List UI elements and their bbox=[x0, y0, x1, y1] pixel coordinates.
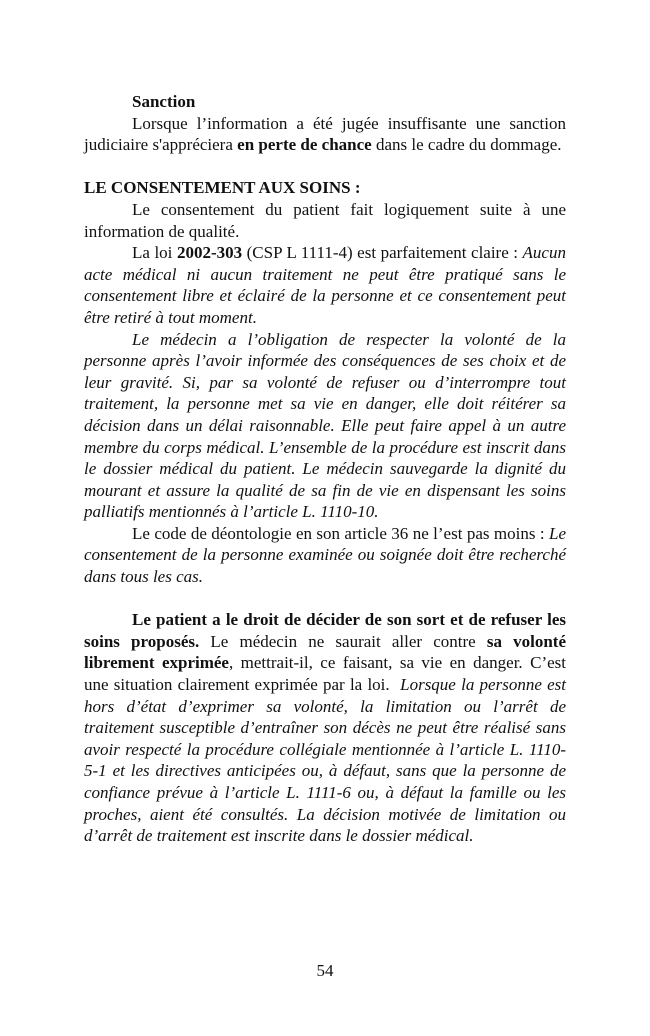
italic-quote: Le consentement de la personne examinée ou soignée doit être recherché dans tous les cas. bbox=[84, 523, 566, 587]
bold-text: Le patient a le droit de décider de son sort et de refuser les soins proposés. bbox=[84, 610, 566, 651]
paragraph-deontology bbox=[84, 523, 566, 588]
bold-text: en perte de chance bbox=[237, 135, 372, 155]
bold-text: sa volonté librement exprimée bbox=[84, 631, 567, 673]
italic-quote: Le médecin a l’obligation de respecter la volonté de la personne après l’avoir informée des conséquences de ses choix et de leur gravité. Si, par sa volonté de refuser ou d’interrompre tout traitement, la personne met sa vie en danger, elle doit réitérer sa décision dans un délai raisonnable. Elle peut faire appel à un autre membre du corps médical. L’ensemble de la procédure est inscrit dans le dossier médical du patient. Le médecin sauvegarde la dignité du mourant et assure la qualité de sa fin de vie en dispensant les soins palliatifs mentionnés à l’article L. 1110-10. bbox=[84, 329, 566, 522]
text: Le médecin ne saurait aller contre bbox=[199, 631, 487, 651]
text: Lorsque l’information a été jugée insuffisante une sanction judiciaire s'appréciera bbox=[84, 113, 566, 155]
italic-quote: Lorsque la personne est hors d’état d’exprimer sa volonté, la limitation ou l’arrêt de traitement susceptible d’entraîner son décès ne peut être réalisé sans avoir respecté la procédure collégiale mentionnée à l’article L. 1110-5-1 et les directives anticipées ou, à défaut, sans que la personne de confiance prévue à l’article L. 1111-6 ou, à défaut la famille ou les proches, aient été consultés. La décision motivée de limitation ou d’arrêt de traitement est inscrite dans le dossier médical. bbox=[84, 675, 566, 846]
text: La loi bbox=[132, 243, 177, 263]
subheading-sanction bbox=[84, 91, 566, 113]
text: dans le cadre du dommage. bbox=[371, 135, 562, 155]
paragraph-sanction bbox=[84, 113, 566, 156]
heading-text: LE CONSENTEMENT AUX SOINS : bbox=[84, 178, 361, 198]
section-heading bbox=[84, 177, 566, 199]
spacer bbox=[84, 588, 566, 610]
text: Le code de déontologie en son article 36 ne l’est pas moins : bbox=[132, 523, 549, 543]
text: Le consentement du patient fait logiquement suite à une information de qualité. bbox=[84, 199, 566, 241]
bold-text: Sanction bbox=[132, 92, 196, 111]
paragraph-law bbox=[84, 242, 566, 328]
page-number: 54 bbox=[316, 961, 334, 980]
bold-text: 2002-303 bbox=[176, 243, 243, 263]
italic-quote: Aucun acte médical ni aucun traitement ne peut être pratiqué sans le consentement libre et éclairé de la personne et ce consentement peut être retiré à tout moment. bbox=[84, 243, 566, 327]
text: (CSP L 1111-4) est parfaitement claire : bbox=[242, 243, 523, 263]
page-body bbox=[84, 91, 571, 847]
spacer bbox=[84, 156, 566, 178]
paragraph-patient-rights bbox=[84, 609, 571, 847]
paragraph-consent bbox=[84, 199, 566, 242]
paragraph-quote-obligation bbox=[84, 329, 566, 523]
text: , mettrait-il, ce faisant, sa vie en danger. C’est une situation clairement exprimée par la loi. bbox=[84, 653, 571, 695]
